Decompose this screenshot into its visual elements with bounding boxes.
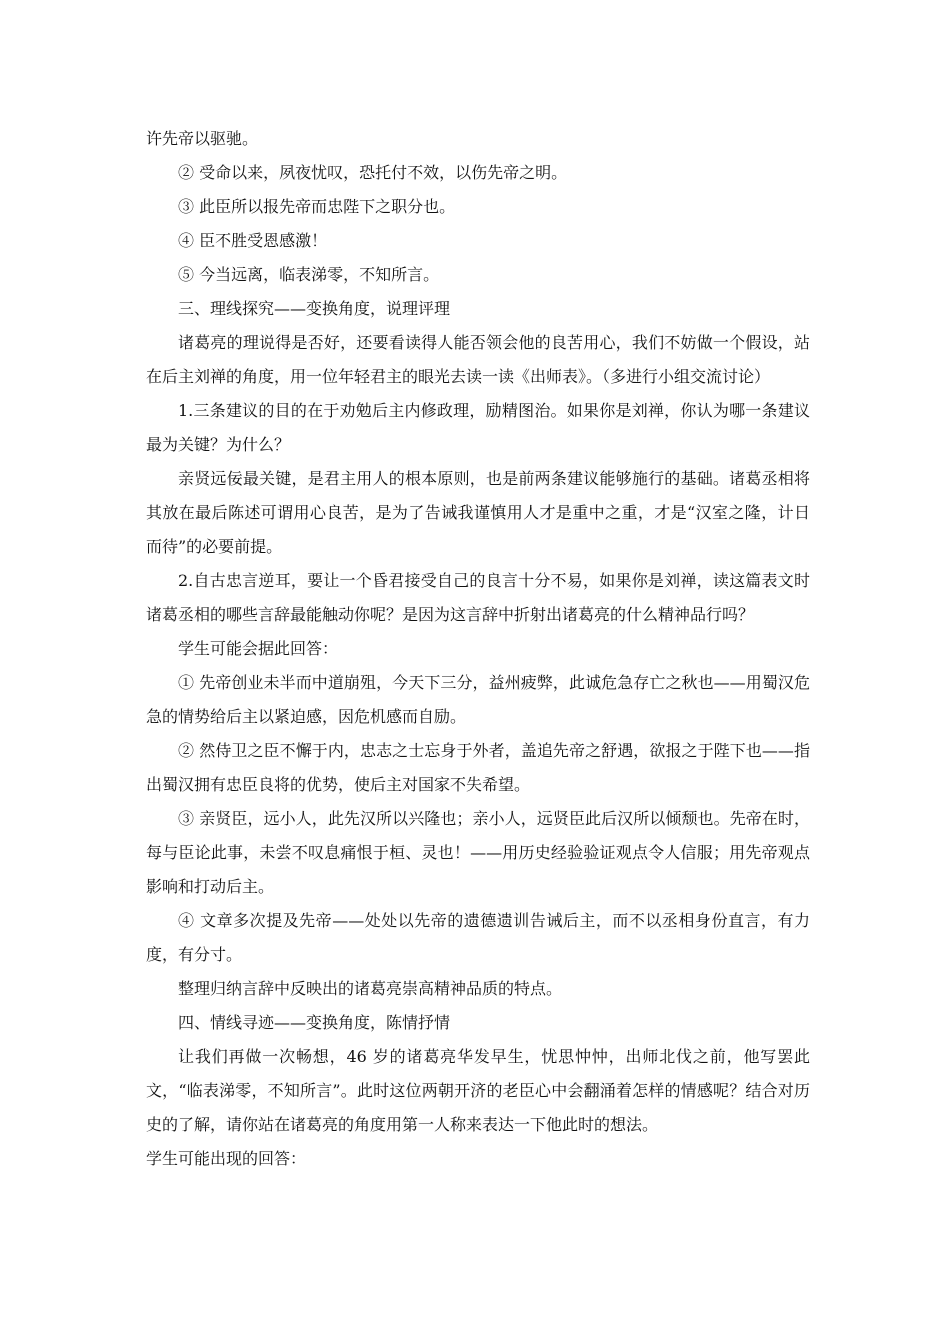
question-1: 1.三条建议的目的在于劝勉后主内修政理，励精图治。如果你是刘禅，你认为哪一条建议最为关键？为什么？ xyxy=(146,401,810,454)
answer-item-2: ② 然侍卫之臣不懈于内，忠志之士忘身于外者，盖追先帝之舒遇，欲报之于陛下也——指出蜀汉拥有忠臣良将的优势，使后主对国家不失希望。 xyxy=(146,741,810,794)
section-heading-4: 四、情线寻迹——变换角度，陈情抒情 xyxy=(178,1013,451,1032)
answer-intro: 学生可能会据此回答： xyxy=(178,639,339,658)
paragraph-item-5: ⑤ 今当远离，临表涕零，不知所言。 xyxy=(178,265,440,284)
answer-item-1: ① 先帝创业未半而中道崩殂，今天下三分，益州疲弊，此诚危急存亡之秋也——用蜀汉危急的情势给后主以紧迫感，因危机感而自励。 xyxy=(146,673,810,726)
section-heading-3: 三、理线探究——变换角度，说理评理 xyxy=(178,299,451,318)
answer-item-4: ④ 文章多次提及先帝——处处以先帝的遗德遗训告诫后主，而不以丞相身份直言，有力度，有分寸。 xyxy=(146,911,810,964)
summary-instruction: 整理归纳言辞中反映出的诸葛亮崇高精神品质的特点。 xyxy=(178,979,563,998)
answer-item-3: ③ 亲贤臣，远小人，此先汉所以兴隆也；亲小人，远贤臣此后汉所以倾颓也。先帝在时，每与臣论此事，未尝不叹息痛恨于桓、灵也！——用历史经验验证观点令人信服；用先帝观点影响和打动后主。 xyxy=(146,809,810,896)
paragraph-intro-reasoning: 诸葛亮的理说得是否好，还要看读得人能否领会他的良苦用心，我们不妨做一个假设，站在后主刘禅的角度，用一位年轻君主的眼光去读一读《出师表》。（多进行小组交流讨论） xyxy=(146,333,810,386)
document-body xyxy=(146,122,810,1176)
paragraph-emotion-prompt: 让我们再做一次畅想，46 岁的诸葛亮华发早生，忧思忡忡，出师北伐之前，他写罢此文，“临表涕零，不知所言”。此时这位两朝开济的老臣心中会翻涌着怎样的情感呢？结合对历史的了解，请你站在诸葛亮的角度用第一人称来表达一下他此时的想法。 xyxy=(146,1047,810,1134)
paragraph-item-4: ④ 臣不胜受恩感激！ xyxy=(178,231,328,250)
paragraph-continuation: 许先帝以驱驰。 xyxy=(146,129,259,148)
paragraph-item-2: ② 受命以来，夙夜忧叹，恐托付不效，以伤先帝之明。 xyxy=(178,163,568,182)
question-2: 2.自古忠言逆耳，要让一个昏君接受自己的良言十分不易，如果你是刘禅，读这篇表文时诸葛丞相的哪些言辞最能触动你呢？是因为这言辞中折射出诸葛亮的什么精神品行吗？ xyxy=(146,571,810,624)
paragraph-item-3: ③ 此臣所以报先帝而忠陛下之职分也。 xyxy=(178,197,456,216)
answer-1: 亲贤远佞最关键，是君主用人的根本原则，也是前两条建议能够施行的基础。诸葛丞相将其放在最后陈述可谓用心良苦，是为了告诫我谨慎用人才是重中之重，才是“汉室之隆，计日而待”的必要前提。 xyxy=(146,469,810,556)
paragraph-possible-answers: 学生可能出现的回答： xyxy=(146,1149,307,1168)
